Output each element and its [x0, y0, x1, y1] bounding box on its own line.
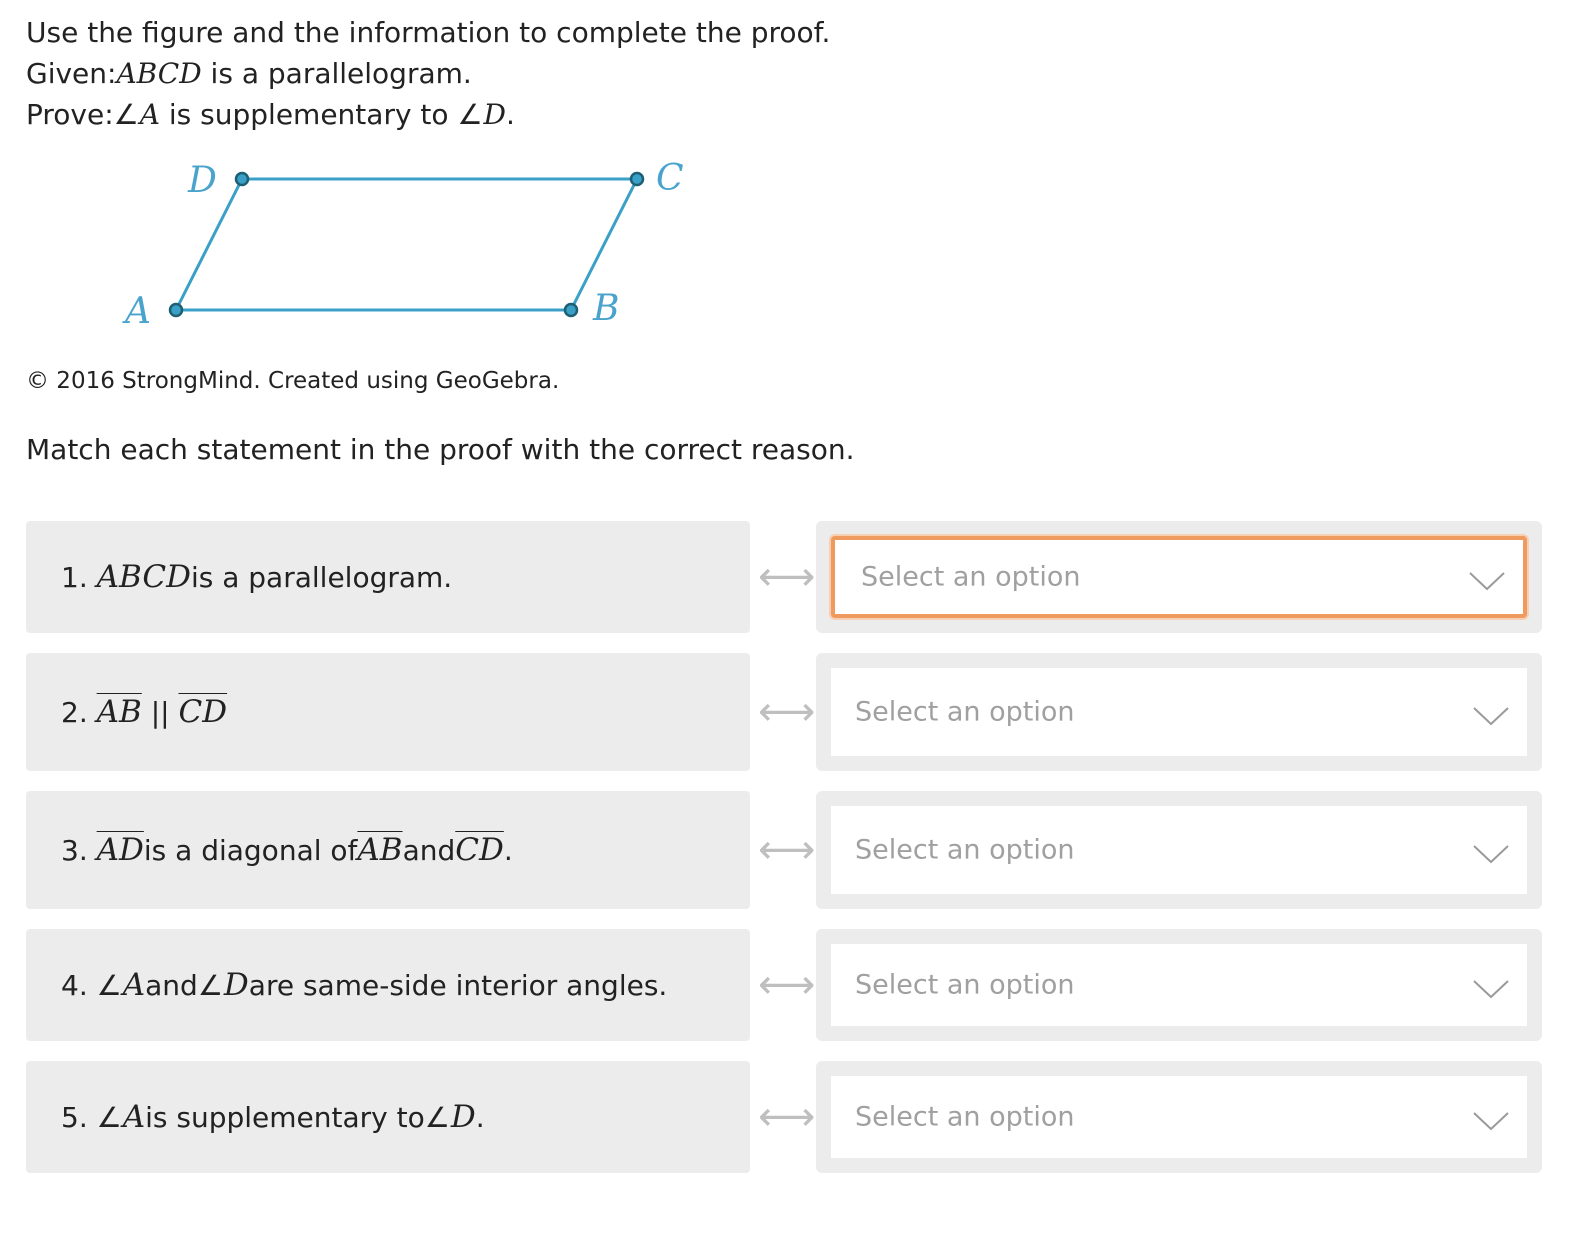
statement-text: is a diagonal of [143, 833, 358, 867]
chevron-down-icon [1469, 571, 1505, 591]
double-arrow-icon: ⟷ [758, 1094, 816, 1140]
angle-icon: ∠ [424, 1100, 450, 1134]
angle-icon: ∠ [96, 968, 122, 1002]
prove-angle-a: A [139, 98, 160, 131]
prove-middle: is supplementary to [160, 98, 458, 131]
segment-cd: $\overline{CD}$ [178, 694, 228, 730]
reason-select-2[interactable] [831, 668, 1527, 756]
double-arrow-icon: ⟷ [758, 827, 816, 873]
select-placeholder: Select an option [855, 834, 1075, 866]
angle-d: D [223, 967, 249, 1003]
double-arrow-icon: ⟷ [758, 962, 816, 1008]
statement-5 [26, 1061, 750, 1173]
proof-row-4 [26, 929, 1542, 1041]
angle-icon: ∠ [113, 98, 139, 131]
reason-panel-5 [816, 1061, 1542, 1173]
statement-1 [26, 521, 750, 633]
reason-select-1[interactable] [831, 536, 1527, 618]
double-arrow-icon: ⟷ [758, 554, 816, 600]
chevron-down-icon [1473, 706, 1509, 726]
point-d [236, 173, 248, 185]
given-math: ABCD [116, 57, 202, 90]
label-c: C [656, 158, 684, 199]
parallelogram-shape [176, 179, 637, 310]
parallelogram-diagram [110, 150, 710, 340]
prove-label: Prove: [26, 98, 114, 131]
segment-cd: $\overline{CD}$ [455, 832, 504, 868]
proof-row-5 [26, 1061, 1542, 1173]
reason-panel-4 [816, 929, 1542, 1041]
angle-a: A [122, 1099, 146, 1135]
angle-a: A [122, 967, 146, 1003]
statement-text: are same-side interior angles. [248, 968, 668, 1002]
segment-ad: $\overline{AD}$ [96, 832, 144, 868]
statement-end: . [503, 833, 513, 867]
reason-panel-3 [816, 791, 1542, 909]
select-placeholder: Select an option [855, 696, 1075, 728]
reason-select-5[interactable] [831, 1076, 1527, 1158]
given-line [26, 53, 830, 94]
statement-text: is a parallelogram. [190, 560, 453, 594]
statement-number: 2. [61, 695, 88, 729]
statement-2 [26, 653, 750, 771]
proof-row-2 [26, 653, 1542, 771]
statement-math: ABCD [96, 559, 191, 595]
angle-icon: ∠ [197, 968, 223, 1002]
statement-number: 5. [61, 1100, 88, 1134]
point-a [170, 304, 182, 316]
double-arrow-icon: ⟷ [758, 689, 816, 735]
prove-end: . [506, 98, 515, 131]
angle-icon: ∠ [96, 1100, 122, 1134]
segment-ab: $\overline{AB}$ [96, 694, 142, 730]
problem-intro [26, 12, 830, 135]
proof-row-3 [26, 791, 1542, 909]
statement-text: and [145, 968, 198, 1002]
given-rest: is a parallelogram. [201, 57, 472, 90]
angle-d: D [450, 1099, 476, 1135]
chevron-down-icon [1473, 979, 1509, 999]
reason-panel-2 [816, 653, 1542, 771]
copyright-text: © 2016 StrongMind. Created using GeoGebra. [26, 368, 560, 394]
angle-icon: ∠ [457, 98, 483, 131]
statement-number: 1. [61, 560, 88, 594]
instructions-text: Match each statement in the proof with the correct reason. [26, 433, 855, 466]
reason-select-3[interactable] [831, 806, 1527, 894]
point-b [565, 304, 577, 316]
parallel-symbol: || [150, 695, 170, 729]
select-placeholder: Select an option [861, 561, 1081, 593]
label-d: D [188, 160, 217, 201]
given-label: Given: [26, 57, 117, 90]
statement-text: and [402, 833, 456, 867]
point-c [631, 173, 643, 185]
select-placeholder: Select an option [855, 1101, 1075, 1133]
proof-row-1 [26, 521, 1542, 633]
statement-3 [26, 791, 750, 909]
chevron-down-icon [1473, 844, 1509, 864]
reason-select-4[interactable] [831, 944, 1527, 1026]
prove-line [26, 94, 830, 135]
statement-text: is supplementary to [145, 1100, 425, 1134]
prove-angle-d: D [483, 98, 506, 131]
statement-end: . [475, 1100, 485, 1134]
segment-ab: $\overline{AB}$ [357, 832, 403, 868]
label-a: A [125, 291, 151, 332]
statement-4 [26, 929, 750, 1041]
chevron-down-icon [1473, 1111, 1509, 1131]
label-b: B [593, 288, 620, 329]
intro-line-1: Use the figure and the information to complete the proof. [26, 16, 831, 49]
statement-number: 4. [61, 968, 88, 1002]
statement-number: 3. [61, 833, 88, 867]
reason-panel-1 [816, 521, 1542, 633]
parallelogram-figure [110, 150, 710, 340]
select-placeholder: Select an option [855, 969, 1075, 1001]
